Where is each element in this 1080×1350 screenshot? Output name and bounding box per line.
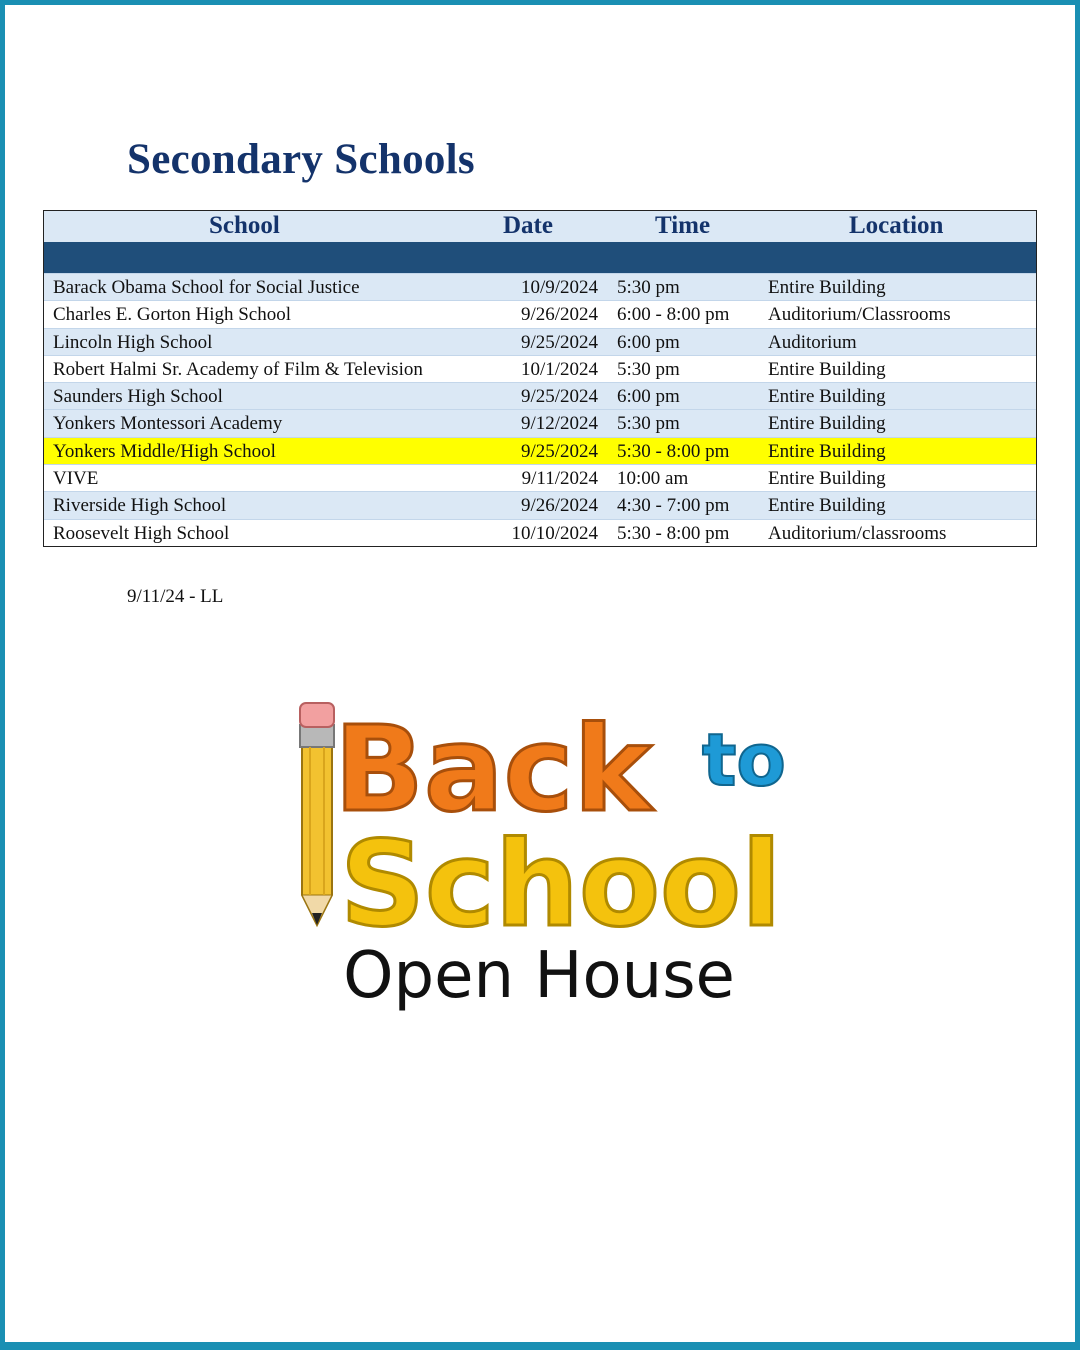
cell-time: 6:00 pm xyxy=(617,331,680,353)
header-school: School xyxy=(209,212,280,239)
cell-date: 9/25/2024 xyxy=(520,386,598,408)
table-row xyxy=(44,464,1036,491)
cell-location: Entire Building xyxy=(768,440,886,462)
cell-school: Barack Obama School for Social Justice xyxy=(53,277,360,298)
cell-time: 4:30 - 7:00 pm xyxy=(617,495,730,517)
cell-date: 10/10/2024 xyxy=(511,522,598,544)
cell-time: 5:30 pm xyxy=(617,277,680,298)
cell-school: Yonkers Montessori Academy xyxy=(53,413,283,435)
cell-date: 9/26/2024 xyxy=(520,304,598,326)
table-row xyxy=(44,328,1036,355)
cell-school: Yonkers Middle/High School xyxy=(53,440,276,462)
open-house-illustration xyxy=(272,625,807,1055)
cell-date: 9/25/2024 xyxy=(520,440,598,462)
table-row xyxy=(44,409,1036,436)
cell-time: 6:00 pm xyxy=(617,386,680,408)
cell-school: VIVE xyxy=(53,468,99,490)
cell-location: Entire Building xyxy=(768,277,886,298)
table-row xyxy=(44,300,1036,327)
pencil-icon xyxy=(300,703,334,925)
cell-time: 5:30 pm xyxy=(617,358,680,380)
page-title: Secondary Schools xyxy=(127,136,475,183)
cell-location: Entire Building xyxy=(768,495,886,517)
table-row-highlighted xyxy=(44,437,1036,464)
cell-date: 9/11/2024 xyxy=(521,468,598,490)
table-row xyxy=(44,382,1036,409)
table-header xyxy=(44,211,1036,242)
cell-location: Auditorium/classrooms xyxy=(768,522,947,544)
back-to-school-graphic xyxy=(272,625,807,1055)
header-location: Location xyxy=(849,212,944,239)
cell-time: 10:00 am xyxy=(617,468,689,490)
cell-school: Roosevelt High School xyxy=(53,522,230,544)
table-row xyxy=(44,355,1036,382)
cell-school: Lincoln High School xyxy=(53,331,213,353)
cell-date: 9/12/2024 xyxy=(520,413,598,435)
cell-school: Robert Halmi Sr. Academy of Film & Television xyxy=(53,358,423,380)
cell-location: Auditorium/Classrooms xyxy=(768,304,951,326)
cell-school: Charles E. Gorton High School xyxy=(53,304,292,326)
cell-location: Entire Building xyxy=(768,468,886,490)
table-row xyxy=(44,519,1036,546)
cell-time: 5:30 - 8:00 pm xyxy=(617,440,730,462)
cell-date: 9/26/2024 xyxy=(520,495,598,517)
cell-time: 6:00 - 8:00 pm xyxy=(617,304,730,326)
cell-school: Saunders High School xyxy=(53,386,223,408)
word-back: Back xyxy=(334,700,652,838)
cell-date: 9/25/2024 xyxy=(520,331,598,353)
schedule-table xyxy=(43,210,1037,547)
cell-date: 10/9/2024 xyxy=(520,277,598,298)
header-date: Date xyxy=(503,212,553,239)
cell-location: Entire Building xyxy=(768,413,886,435)
cell-time: 5:30 pm xyxy=(617,413,680,435)
table-row xyxy=(44,273,1036,300)
cell-location: Auditorium xyxy=(768,331,857,353)
cell-school: Riverside High School xyxy=(53,495,227,517)
header-time: Time xyxy=(655,212,711,239)
cell-date: 10/1/2024 xyxy=(520,358,598,380)
table-row xyxy=(44,491,1036,518)
header-band xyxy=(44,242,1036,273)
cell-location: Entire Building xyxy=(768,358,886,380)
cell-time: 5:30 - 8:00 pm xyxy=(617,522,730,544)
caption-open-house: Open House xyxy=(343,939,735,1013)
word-school: School xyxy=(340,815,782,953)
word-to: to xyxy=(702,718,786,802)
footer-note: 9/11/24 - LL xyxy=(127,586,224,607)
cell-location: Entire Building xyxy=(768,386,886,408)
